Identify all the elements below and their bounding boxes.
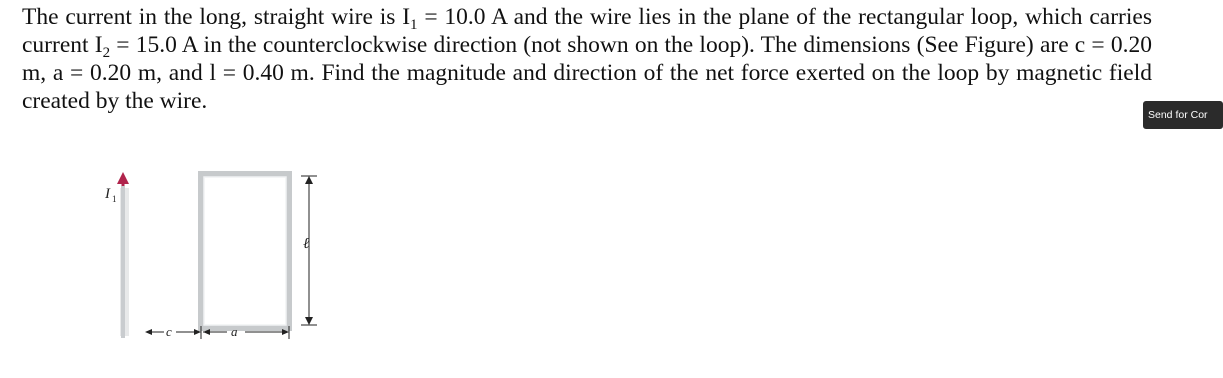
subscript-2: 2: [102, 45, 111, 61]
problem-text-3: = 15.0 A in the counterclockwise direction (not shown on the loop). The dimensions (See Figure) are c = 0.20 m, a = 0.20 m, and l = 0.40 m. Find the magnitude and direction of the net force exerted on the loop by magnetic field created by the wire.: [22, 32, 1152, 114]
wire-current-label: I: [105, 186, 110, 202]
wire-loop-figure: [100, 160, 340, 360]
problem-text-2: = 10.0 A and the wire lies in the plane of the rectangular loop, which carries current I: [22, 4, 1152, 58]
problem-statement: [22, 3, 1152, 115]
c-dimension: [145, 326, 201, 339]
c-label: c: [166, 324, 172, 339]
length-label: ℓ: [303, 236, 310, 252]
wire-current-subscript: 1: [112, 194, 117, 204]
subscript-1: 1: [410, 17, 418, 33]
long-straight-wire: [120, 186, 129, 338]
send-for-correction-button[interactable]: Send for Cor: [1143, 101, 1223, 129]
problem-text-1: The current in the long, straight wire is I: [22, 4, 411, 30]
figure-svg: [100, 160, 340, 360]
rectangular-loop: [201, 174, 289, 328]
a-label: a: [231, 324, 238, 339]
